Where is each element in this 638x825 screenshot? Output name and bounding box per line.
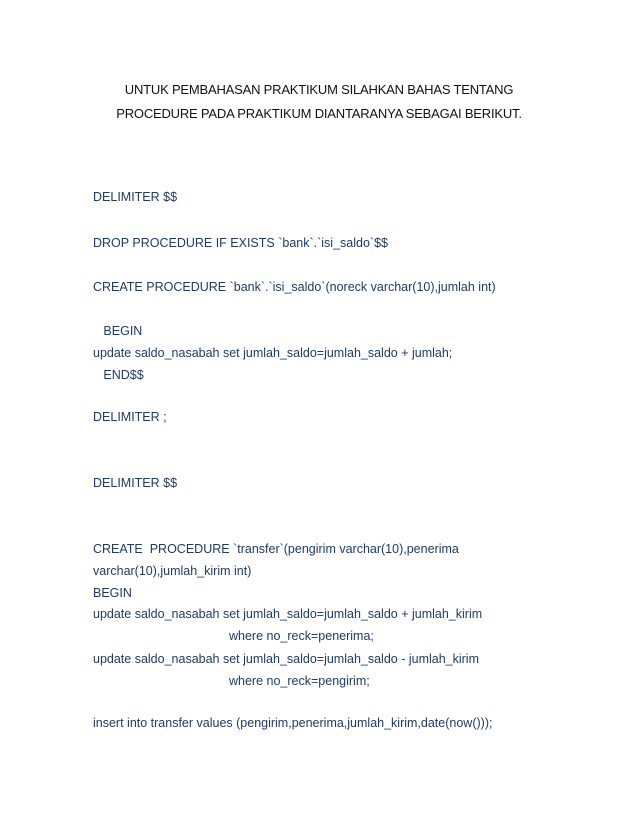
code-line-delimiter-open: DELIMITER $$ [93, 190, 178, 204]
code-line-where-pengirim: where no_reck=pengirim; [229, 674, 370, 688]
code-line-begin: BEGIN [93, 324, 143, 338]
code-line-insert-transfer: insert into transfer values (pengirim,penerima,jumlah_kirim,date(now())); [93, 716, 493, 730]
code-line-delimiter-close: DELIMITER ; [93, 410, 167, 424]
code-line-create-transfer: CREATE PROCEDURE `transfer`(pengirim varchar(10),penerima [93, 542, 459, 556]
code-line-begin-2: BEGIN [93, 586, 132, 600]
heading-line-1: UNTUK PEMBAHASAN PRAKTIKUM SILAHKAN BAHAS TENTANG [124, 82, 514, 97]
code-line-update: update saldo_nasabah set jumlah_saldo=jumlah_saldo + jumlah; [93, 346, 453, 360]
code-line-drop-procedure: DROP PROCEDURE IF EXISTS `bank`.`isi_saldo`$$ [93, 236, 388, 250]
code-line-update-penerima: update saldo_nasabah set jumlah_saldo=jumlah_saldo + jumlah_kirim [93, 607, 483, 621]
code-line-end: END$$ [93, 368, 144, 382]
code-line-update-pengirim: update saldo_nasabah set jumlah_saldo=jumlah_saldo - jumlah_kirim [93, 652, 479, 666]
code-line-where-penerima: where no_reck=penerima; [229, 629, 374, 643]
code-line-create-procedure: CREATE PROCEDURE `bank`.`isi_saldo`(noreck varchar(10),jumlah int) [93, 280, 496, 294]
heading-line-2: PROCEDURE PADA PRAKTIKUM DIANTARANYA SEBAGAI BERIKUT. [116, 106, 522, 121]
code-line-delimiter-open-2: DELIMITER $$ [93, 476, 178, 490]
code-line-create-transfer-cont: varchar(10),jumlah_kirim int) [93, 564, 252, 578]
